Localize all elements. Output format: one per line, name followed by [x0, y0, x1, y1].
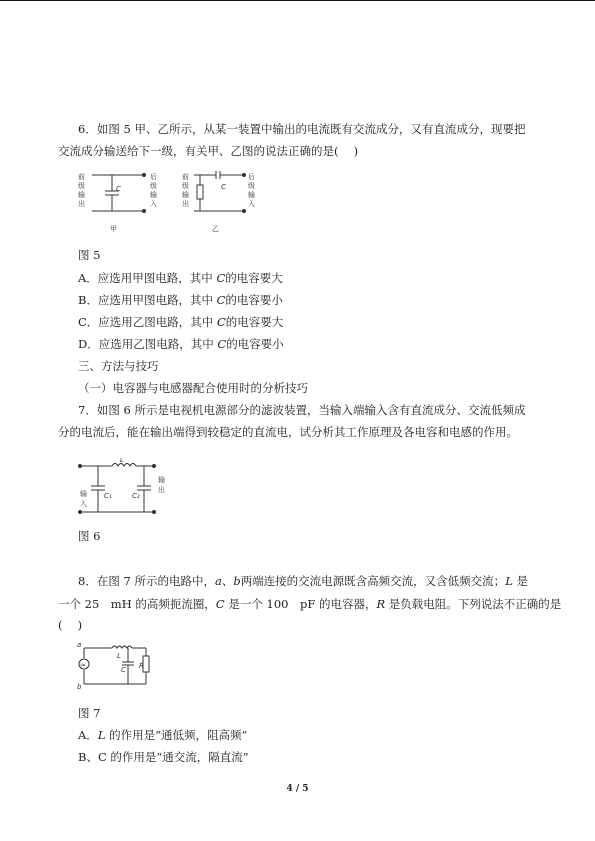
fig6-input-1: 输	[80, 490, 87, 498]
fig7-l-label: L	[117, 652, 121, 660]
option-b-text: B．应选用甲图电路，其中	[78, 293, 217, 307]
jia-in-3: 输	[78, 191, 85, 199]
q8-stem-line3: ( )	[58, 618, 83, 632]
option-b-suffix: 的电容要小	[225, 293, 283, 307]
figure-7-caption: 图 7	[78, 706, 101, 720]
label-jia: 甲	[110, 225, 117, 233]
jia-in-4: 出	[78, 200, 85, 208]
yi-out-2: 级	[248, 182, 255, 190]
q6-stem-line2: 交流成分输送给下一级，有关甲、乙图的说法正确的是( )	[58, 144, 359, 158]
figure-5-caption: 图 5	[78, 248, 101, 262]
yi-in-4: 出	[182, 200, 189, 208]
page-number: 4 / 5	[286, 784, 309, 794]
q8-option-a[interactable]	[78, 728, 247, 743]
fig6-input-2: 入	[80, 500, 87, 508]
q8-stem-line1: 8．在图 7 所示的电路中，a、b两端连接的交流电源既含高频交流，又含低频交流；L 是	[78, 574, 528, 588]
q6-option-c[interactable]	[78, 315, 283, 330]
q7-stem-line2: 分的电流后，能在输出端得到较稳定的直流电，试分析其工作原理及各电容和电感的作用。	[58, 425, 518, 439]
circuit-jia	[92, 174, 146, 213]
q8-stem-line2: 一个 25 mH 的高频扼流圈，C 是一个 100 pF 的电容器，R 是负载电阻。下列说法不正确的是	[58, 597, 562, 611]
circuit-yi	[194, 171, 246, 213]
figure-6-caption: 图 6	[78, 529, 101, 543]
option-d-text: D．应选用乙图电路，其中	[78, 337, 218, 351]
fig6-output-1: 输	[158, 476, 165, 484]
fig7-a-label: a	[77, 641, 82, 649]
section-subtitle: （一）电容器与电感器配合使用时的分析技巧	[78, 381, 308, 395]
jia-out-1: 后	[150, 173, 157, 181]
figure-6-filter-circuit	[76, 458, 186, 520]
q8-option-a-text: A．	[78, 728, 98, 742]
q7-stem-line1: 7．如图 6 所示是电视机电源部分的滤波装置，当输入端输入含有直流成分、交流低频成	[78, 403, 526, 417]
fig6-output-2: 出	[158, 486, 165, 494]
q8-option-a-suffix: 的作用是“通低频，阻高频”	[105, 728, 248, 742]
yi-cap-label: C	[221, 183, 226, 191]
yi-out-4: 入	[248, 200, 255, 208]
option-d-var: C	[217, 337, 227, 351]
label-yi: 乙	[212, 225, 219, 233]
option-c-text: C．应选用乙图电路，其中	[78, 315, 217, 329]
q6-option-b[interactable]	[78, 293, 283, 308]
q8-option-b[interactable]	[78, 750, 249, 765]
option-a-var: C	[216, 271, 226, 285]
fig6-c1-label: C₁	[104, 492, 112, 500]
page-top-border	[0, 0, 595, 1]
yi-in-1: 前	[182, 173, 189, 181]
option-a-text: A．应选用甲图电路，其中	[78, 271, 217, 285]
q8-option-b-text: B、C 的作用是“通交流，隔直流”	[78, 750, 249, 764]
jia-out-2: 级	[150, 182, 157, 190]
fig7-b-label: b	[77, 683, 82, 690]
q6-option-d[interactable]	[78, 337, 284, 352]
jia-in-2: 级	[78, 182, 85, 190]
yi-out-3: 输	[248, 191, 255, 199]
figure-5-circuits	[76, 165, 256, 237]
q8-option-a-var: L	[97, 728, 106, 742]
jia-cap-label: C	[116, 185, 121, 193]
section-title: 三、方法与技巧	[78, 359, 159, 373]
figure-7-circuit	[76, 640, 156, 690]
fig6-c2-label: C₂	[132, 492, 140, 500]
jia-in-1: 前	[78, 173, 85, 181]
jia-out-4: 入	[150, 200, 157, 208]
option-d-suffix: 的电容要小	[226, 337, 284, 351]
fig6-inductor-label: L	[120, 458, 124, 464]
fig7-r-label: R	[139, 662, 144, 670]
option-b-var: C	[216, 293, 226, 307]
yi-in-3: 输	[182, 191, 189, 199]
q6-stem-line1: 6．如图 5 甲、乙所示，从某一装置中输出的电流既有交流成分，又有直流成分，现要把	[78, 122, 526, 136]
fig7-source-symbol: ≈	[80, 661, 86, 669]
option-c-var: C	[216, 315, 226, 329]
yi-in-2: 级	[182, 182, 189, 190]
option-c-suffix: 的电容要大	[225, 315, 284, 329]
fig7-c-label: C	[121, 666, 126, 674]
option-a-suffix: 的电容要大	[225, 271, 283, 285]
q6-option-a[interactable]	[78, 271, 283, 286]
yi-out-1: 后	[248, 173, 255, 181]
jia-out-3: 输	[150, 191, 157, 199]
